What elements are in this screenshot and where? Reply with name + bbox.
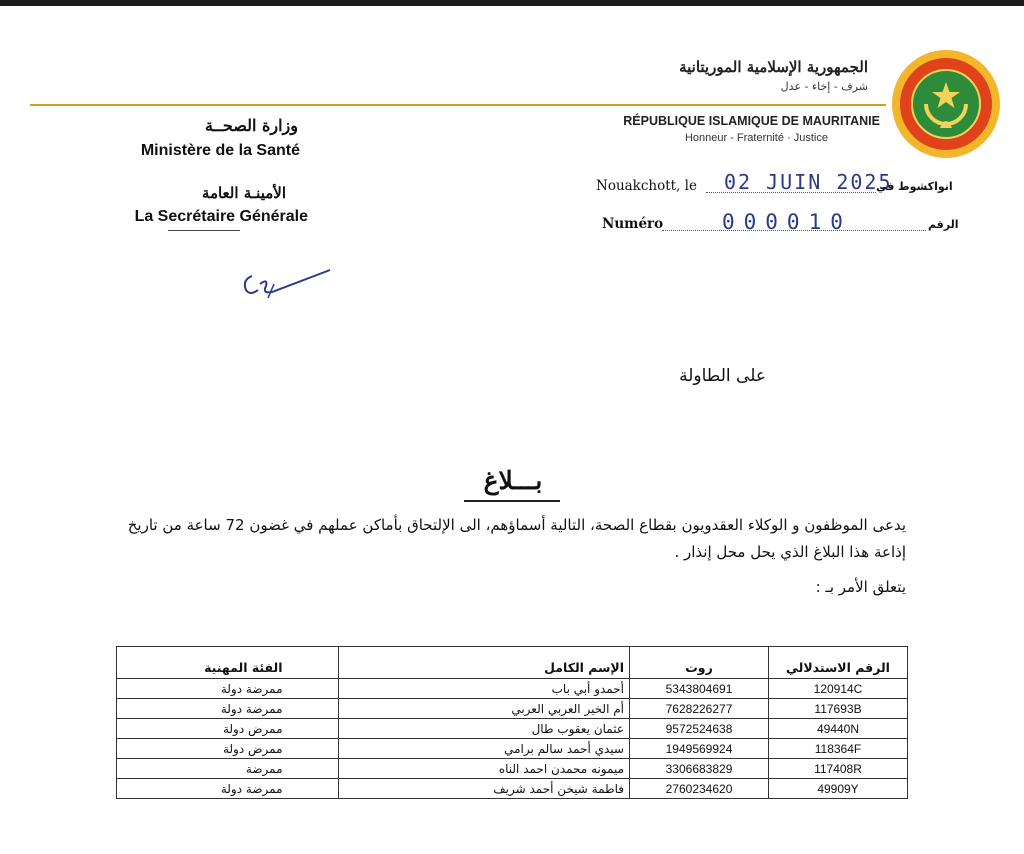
table-row — [117, 699, 908, 719]
cell-name: فاطمة شيخن أحمد شريف — [339, 779, 630, 799]
date-label-ar: انواكشوط في — [876, 180, 953, 193]
table-header-row — [117, 647, 908, 679]
national-seal-icon — [890, 48, 1002, 160]
cell-matricule: 117693B — [769, 699, 908, 719]
cell-name: عثمان يعقوب طال — [339, 719, 630, 739]
handwritten-initials-icon — [238, 262, 338, 306]
cell-rout: 5343804691 — [630, 679, 769, 699]
notice-paragraph: يدعى الموظفون و الوكلاء العقدويون بقطاع الصحة، التالية أسماؤهم، الى الإلتحاق بأماكن عملهم في غضون 72 ساعة من تاريخ إذاعة هذا البلاغ الذي يحل محل إنذار . — [127, 516, 906, 561]
ministry-name-ar: وزارة الصحــة — [204, 116, 298, 135]
number-label-ar: الرقم — [928, 218, 959, 231]
cell-category-label: ممرضة دولة — [220, 781, 283, 796]
cell-rout: 7628226277 — [630, 699, 769, 719]
cell-rout: 9572524638 — [630, 719, 769, 739]
cell-category-label: ممرض دولة — [222, 721, 283, 736]
cell-category — [117, 739, 339, 759]
table-row — [117, 679, 908, 699]
table-row — [117, 739, 908, 759]
cell-name: سيدي أحمد سالم برامي — [339, 739, 630, 759]
top-border — [0, 0, 1024, 6]
cell-category-label: ممرضة — [245, 761, 283, 776]
date-stamp: 02 JUIN 2025 — [724, 170, 893, 194]
header-matricule: الرقم الاستدلالي — [769, 647, 908, 679]
number-stamp: 000010 — [722, 210, 852, 234]
motto-ar: شرف - إخاء - عدل — [780, 80, 868, 93]
cell-name: أحمدو أبي باب — [339, 679, 630, 699]
header-rout: روت — [630, 647, 769, 679]
table-row — [117, 719, 908, 739]
cell-category — [117, 779, 339, 799]
cell-matricule: 120914C — [769, 679, 908, 699]
title-underline — [464, 500, 560, 502]
table-row — [117, 779, 908, 799]
cell-category-label: ممرضة دولة — [220, 681, 283, 696]
cell-category — [117, 699, 339, 719]
table-row — [117, 759, 908, 779]
header-name: الإسم الكامل — [339, 647, 630, 679]
date-label-fr: Nouakchott, le — [596, 178, 697, 194]
cell-matricule: 117408R — [769, 759, 908, 779]
header-category — [117, 647, 339, 679]
handwritten-note: على الطاولة — [679, 366, 766, 386]
header-category-label: الفئة المهنية — [204, 660, 283, 675]
cell-rout: 3306683829 — [630, 759, 769, 779]
cell-rout: 2760234620 — [630, 779, 769, 799]
secretariat-ar: الأمينـة العامة — [201, 184, 286, 202]
staff-table — [116, 646, 908, 799]
ministry-name-fr: Ministère de la Santé — [140, 142, 300, 159]
cell-category-label: ممرض دولة — [222, 741, 283, 756]
cell-name: أم الخير العربي العربي — [339, 699, 630, 719]
cell-rout: 1949569924 — [630, 739, 769, 759]
cell-matricule: 49909Y — [769, 779, 908, 799]
concerned-intro: يتعلق الأمر بـ : — [815, 578, 906, 596]
number-label-fr: Numéro — [602, 216, 664, 232]
header-divider — [30, 104, 886, 106]
cell-matricule: 118364F — [769, 739, 908, 759]
cell-matricule: 49440N — [769, 719, 908, 739]
republic-name-ar: الجمهورية الإسلامية الموريتانية — [679, 58, 868, 76]
secretariat-fr: La Secrétaire Générale — [134, 208, 308, 225]
motto-fr: Honneur - Fraternité · Justice — [684, 132, 828, 144]
cell-category — [117, 679, 339, 699]
cell-category — [117, 759, 339, 779]
notice-title: بـــلاغ — [483, 466, 543, 495]
cell-name: ميمونه محمدن احمد الناه — [339, 759, 630, 779]
republic-name-fr: RÉPUBLIQUE ISLAMIQUE DE MAURITANIE — [623, 114, 880, 128]
cell-category — [117, 719, 339, 739]
cell-category-label: ممرضة دولة — [220, 701, 283, 716]
secretariat-underline — [168, 230, 240, 231]
